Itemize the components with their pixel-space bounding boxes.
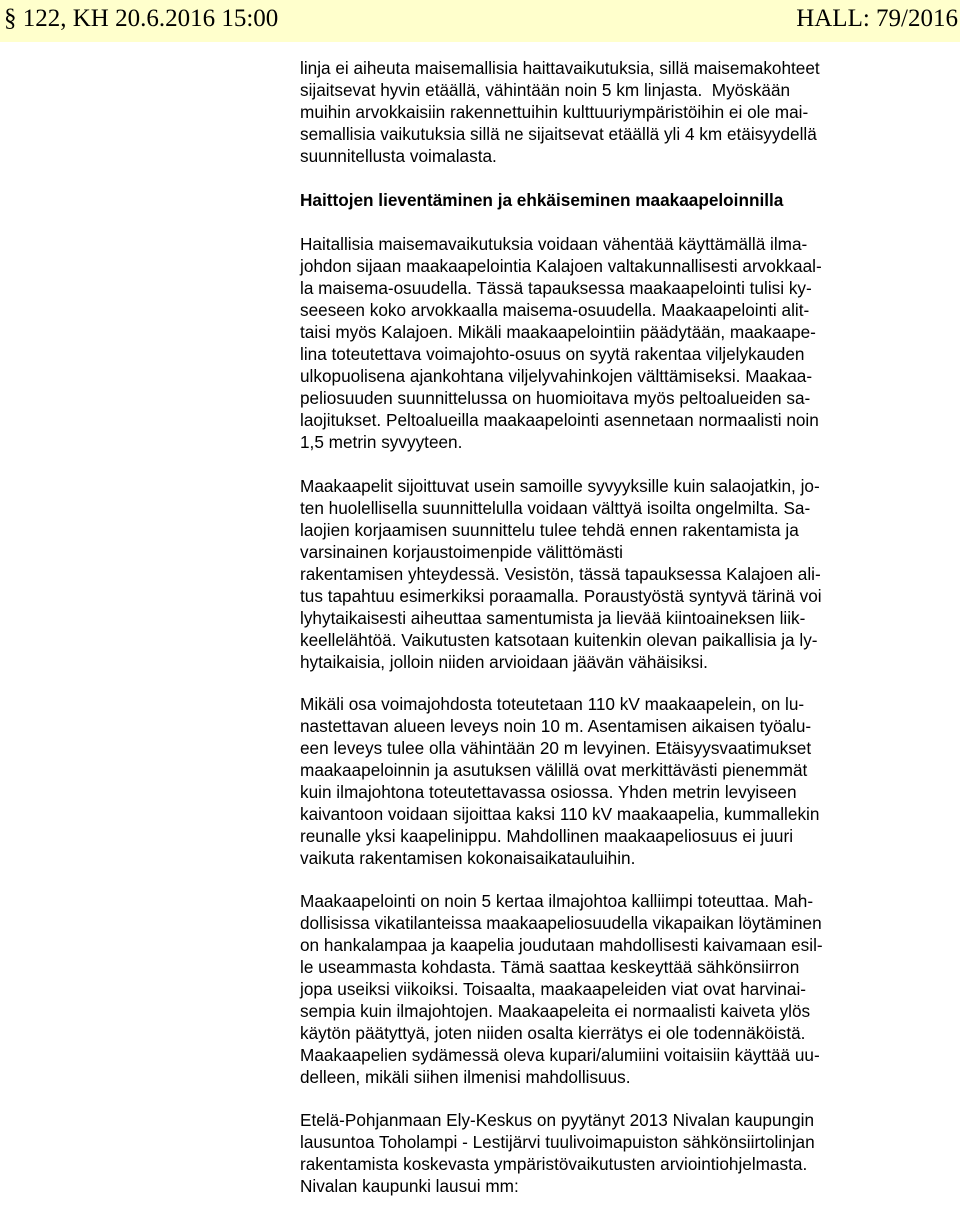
- text-line: jopa useiksi viikoiksi. Toisaalta, maakaapeleiden viat ovat harvinai-: [300, 979, 807, 999]
- text-line: Maakaapelien sydämessä oleva kupari/alumiini voitaisiin käyttää uu-: [300, 1045, 820, 1065]
- paragraph-1: [300, 233, 890, 453]
- text-line: ten huolellisella suunnittelulla voidaan välttyä isoilta ongelmilta. Sa-: [300, 498, 811, 518]
- paragraph-2: [300, 475, 890, 673]
- text-line: rakentamista koskevasta ympäristövaikutusten arviointiohjelmasta.: [300, 1154, 808, 1174]
- text-line: varsinainen korjaustoimenpide välittömästi: [300, 542, 623, 562]
- document-header: [0, 0, 960, 42]
- text-line: peliosuuden suunnittelussa on huomioitava myös peltoalueiden sa-: [300, 388, 811, 408]
- text-line: reunalle yksi kaapelinippu. Mahdollinen maakaapeliosuus ei juuri: [300, 826, 794, 846]
- text-line: muihin arvokkaisiin rakennettuihin kulttuuriympäristöihin ei ole mai-: [300, 102, 809, 122]
- text-line: laojien korjaamisen suunnittelu tulee tehdä ennen rakentamista ja: [300, 520, 799, 540]
- text-line: Maakaapelointi on noin 5 kertaa ilmajohtoa kalliimpi toteuttaa. Mah-: [300, 891, 814, 911]
- text-line: Maakaapelit sijoittuvat usein samoille syvyyksille kuin salaojatkin, jo-: [300, 476, 820, 496]
- text-line: Haitallisia maisemavaikutuksia voidaan vähentää käyttämällä ilma-: [300, 234, 808, 254]
- text-line: Mikäli osa voimajohdosta toteutetaan 110 kV maakaapelein, on lu-: [300, 694, 805, 714]
- header-reference: HALL: 79/2016: [796, 5, 958, 32]
- text-line: nastettavan alueen leveys noin 10 m. Asentamisen aikaisen työalu-: [300, 716, 812, 736]
- text-line: lausuntoa Toholampi - Lestijärvi tuulivoimapuiston sähkönsiirtolinjan: [300, 1132, 815, 1152]
- text-line: ulkopuolisena ajankohtana viljelyvahinkojen välttämiseksi. Maakaa-: [300, 366, 813, 386]
- paragraph-4: [300, 890, 890, 1088]
- text-line: laojitukset. Peltoalueilla maakaapelointi asennetaan normaalisti noin: [300, 410, 819, 430]
- text-line: maakaapeloinnin ja asutuksen välillä ovat merkittävästi pienemmät: [300, 760, 808, 780]
- text-line: johdon sijaan maakaapelointia Kalajoen valtakunnallisesti arvokkaal-: [300, 256, 822, 276]
- text-line: linja ei aiheuta maisemallisia haittavaikutuksia, sillä maisemakohteet: [300, 58, 820, 78]
- text-line: le useammasta kohdasta. Tämä saattaa keskeyttää sähkönsiirron: [300, 957, 800, 977]
- paragraph-3: [300, 693, 890, 869]
- text-line: lina toteutettava voimajohto-osuus on syytä rakentaa viljelykauden: [300, 344, 805, 364]
- document-body: [300, 57, 890, 1219]
- text-line: la maisema-osuudella. Tässä tapauksessa maakaapelointi tulisi ky-: [300, 278, 812, 298]
- text-line: tus tapahtuu esimerkiksi poraamalla. Poraustyöstä syntyvä tärinä voi: [300, 586, 822, 606]
- text-line: semallisia vaikutuksia sillä ne sijaitsevat etäällä yli 4 km etäisyydellä: [300, 124, 817, 144]
- text-line: lyhytaikaisesti aiheuttaa samentumista ja lievää kiintoaineksen liik-: [300, 608, 806, 628]
- text-line: kuin ilmajohtona toteutettavassa osiossa. Yhden metrin levyiseen: [300, 782, 797, 802]
- text-line: delleen, mikäli siihen ilmenisi mahdollisuus.: [300, 1067, 631, 1087]
- text-line: sijaitsevat hyvin etäällä, vähintään noin 5 km linjasta. Myöskään: [300, 80, 791, 100]
- paragraph-5: [300, 1109, 890, 1197]
- text-line: sempia kuin ilmajohtojen. Maakaapeleita ei normaalisti kaiveta ylös: [300, 1001, 811, 1021]
- text-line: suunnitellusta voimalasta.: [300, 146, 497, 166]
- intro-paragraph: [300, 57, 890, 167]
- text-line: Nivalan kaupunki lausui mm:: [300, 1176, 519, 1196]
- text-line: Etelä-Pohjanmaan Ely-Keskus on pyytänyt 2013 Nivalan kaupungin: [300, 1110, 815, 1130]
- text-line: hytaikaisia, jolloin niiden arvioidaan jäävän vähäisiksi.: [300, 652, 708, 672]
- text-line: on hankalampaa ja kaapelia joudutaan mahdollisesti kaivamaan esil-: [300, 935, 823, 955]
- text-line: taisi myös Kalajoen. Mikäli maakaapelointiin päädytään, maakaape-: [300, 322, 816, 342]
- text-line: seeseen koko arvokkaalla maisema-osuudella. Maakaapelointi alit-: [300, 300, 810, 320]
- text-line: rakentamisen yhteydessä. Vesistön, tässä tapauksessa Kalajoen ali-: [300, 564, 821, 584]
- text-line: keellelähtöä. Vaikutusten katsotaan kuitenkin olevan paikallisia ja ly-: [300, 630, 818, 650]
- text-line: dollisissa vikatilanteissa maakaapeliosuudella vikapaikan löytäminen: [300, 913, 822, 933]
- text-line: käytön päätyttyä, joten niiden osalta kierrätys ei ole todennäköistä.: [300, 1023, 806, 1043]
- section-heading: Haittojen lieventäminen ja ehkäiseminen maakaapeloinnilla: [300, 190, 784, 210]
- header-section-date: § 122, KH 20.6.2016 15:00: [4, 5, 279, 32]
- text-line: 1,5 metrin syvyyteen.: [300, 432, 463, 452]
- text-line: een leveys tulee olla vähintään 20 m levyinen. Etäisyysvaatimukset: [300, 738, 812, 758]
- text-line: vaikuta rakentamisen kokonaisaikatauluihin.: [300, 848, 636, 868]
- text-line: kaivantoon voidaan sijoittaa kaksi 110 kV maakaapelia, kummallekin: [300, 804, 820, 824]
